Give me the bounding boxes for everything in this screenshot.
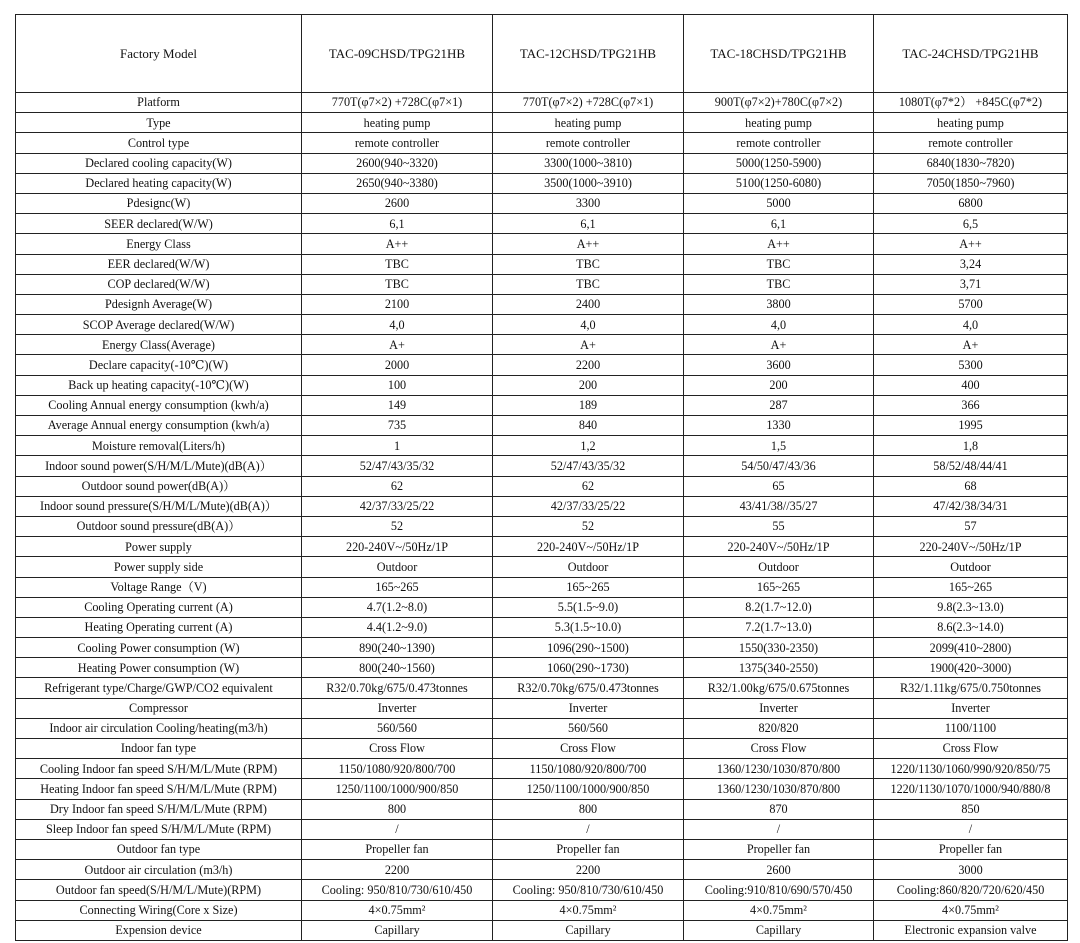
spec-row-label: Type bbox=[16, 113, 302, 133]
spec-value: 4.4(1.2~9.0) bbox=[302, 617, 493, 637]
spec-value: Inverter bbox=[302, 698, 493, 718]
spec-value: Propeller fan bbox=[302, 839, 493, 859]
spec-value: R32/0.70kg/675/0.473tonnes bbox=[493, 678, 684, 698]
spec-value: / bbox=[302, 819, 493, 839]
spec-value: 52/47/43/35/32 bbox=[302, 456, 493, 476]
spec-value: 800 bbox=[493, 799, 684, 819]
spec-row-label: Average Annual energy consumption (kwh/a) bbox=[16, 416, 302, 436]
spec-row-label: Outdoor fan speed(S/H/M/L/Mute)(RPM) bbox=[16, 880, 302, 900]
spec-value: Inverter bbox=[684, 698, 874, 718]
model-name: TAC-18CHSD/TPG21HB bbox=[684, 15, 874, 93]
spec-value: 2200 bbox=[493, 355, 684, 375]
spec-value: 4,0 bbox=[493, 315, 684, 335]
spec-row bbox=[16, 254, 1068, 274]
spec-value: 1,2 bbox=[493, 436, 684, 456]
spec-value: / bbox=[684, 819, 874, 839]
spec-value: 400 bbox=[874, 375, 1068, 395]
spec-row bbox=[16, 759, 1068, 779]
spec-value: 62 bbox=[493, 476, 684, 496]
spec-row bbox=[16, 860, 1068, 880]
spec-value: 42/37/33/25/22 bbox=[493, 496, 684, 516]
spec-value: 1150/1080/920/800/700 bbox=[302, 759, 493, 779]
spec-value: 7.2(1.7~13.0) bbox=[684, 617, 874, 637]
spec-value: R32/0.70kg/675/0.473tonnes bbox=[302, 678, 493, 698]
spec-row-label: Indoor sound pressure(S/H/M/L/Mute)(dB(A)） bbox=[16, 496, 302, 516]
spec-value: 6,1 bbox=[684, 214, 874, 234]
spec-row-label: Back up heating capacity(-10℃)(W) bbox=[16, 375, 302, 395]
spec-value: 8.2(1.7~12.0) bbox=[684, 597, 874, 617]
spec-row-label: Declared heating capacity(W) bbox=[16, 173, 302, 193]
spec-value: 2400 bbox=[493, 294, 684, 314]
spec-row bbox=[16, 739, 1068, 759]
spec-row bbox=[16, 214, 1068, 234]
spec-value: 287 bbox=[684, 395, 874, 415]
spec-value: 165~265 bbox=[874, 577, 1068, 597]
spec-row bbox=[16, 698, 1068, 718]
spec-value: A++ bbox=[684, 234, 874, 254]
spec-row bbox=[16, 456, 1068, 476]
spec-value: 43/41/38//35/27 bbox=[684, 496, 874, 516]
spec-value: 870 bbox=[684, 799, 874, 819]
spec-row bbox=[16, 355, 1068, 375]
spec-value: 2200 bbox=[302, 860, 493, 880]
spec-value: 6,1 bbox=[493, 214, 684, 234]
spec-value: Outdoor bbox=[302, 557, 493, 577]
spec-value: 1060(290~1730) bbox=[493, 658, 684, 678]
spec-value: remote controller bbox=[684, 133, 874, 153]
spec-row-label: Indoor sound power(S/H/M/L/Mute)(dB(A)） bbox=[16, 456, 302, 476]
spec-value: 57 bbox=[874, 516, 1068, 536]
spec-value: 6,5 bbox=[874, 214, 1068, 234]
spec-row-label: Refrigerant type/Charge/GWP/CO2 equivalent bbox=[16, 678, 302, 698]
spec-value: 3,71 bbox=[874, 274, 1068, 294]
spec-value: 4.7(1.2~8.0) bbox=[302, 597, 493, 617]
spec-row-label: Power supply side bbox=[16, 557, 302, 577]
spec-row-label: Cooling Power consumption (W) bbox=[16, 638, 302, 658]
spec-value: 5700 bbox=[874, 294, 1068, 314]
spec-value: 840 bbox=[493, 416, 684, 436]
spec-value: TBC bbox=[684, 274, 874, 294]
spec-value: 4×0.75mm² bbox=[302, 900, 493, 920]
header-label: Factory Model bbox=[16, 15, 302, 93]
spec-row bbox=[16, 496, 1068, 516]
model-name: TAC-24CHSD/TPG21HB bbox=[874, 15, 1068, 93]
spec-value: R32/1.00kg/675/0.675tonnes bbox=[684, 678, 874, 698]
spec-value: 890(240~1390) bbox=[302, 638, 493, 658]
spec-value: 366 bbox=[874, 395, 1068, 415]
spec-row-label: SCOP Average declared(W/W) bbox=[16, 315, 302, 335]
spec-value: 189 bbox=[493, 395, 684, 415]
spec-row bbox=[16, 658, 1068, 678]
spec-value: 1360/1230/1030/870/800 bbox=[684, 779, 874, 799]
spec-table bbox=[15, 14, 1068, 941]
spec-row-label: EER declared(W/W) bbox=[16, 254, 302, 274]
spec-row bbox=[16, 799, 1068, 819]
spec-row-label: COP declared(W/W) bbox=[16, 274, 302, 294]
spec-row-label: Pdesignh Average(W) bbox=[16, 294, 302, 314]
spec-row-label: Control type bbox=[16, 133, 302, 153]
spec-value: 5300 bbox=[874, 355, 1068, 375]
spec-value: 1220/1130/1070/1000/940/880/8 bbox=[874, 779, 1068, 799]
spec-row bbox=[16, 577, 1068, 597]
spec-value: 65 bbox=[684, 476, 874, 496]
spec-value: 1 bbox=[302, 436, 493, 456]
spec-row-label: Cooling Annual energy consumption (kwh/a) bbox=[16, 395, 302, 415]
spec-value: 3800 bbox=[684, 294, 874, 314]
spec-row bbox=[16, 335, 1068, 355]
spec-value: 3600 bbox=[684, 355, 874, 375]
spec-value: 8.6(2.3~14.0) bbox=[874, 617, 1068, 637]
spec-value: A+ bbox=[493, 335, 684, 355]
spec-value: Cross Flow bbox=[302, 739, 493, 759]
spec-value: 52 bbox=[493, 516, 684, 536]
spec-row bbox=[16, 375, 1068, 395]
spec-row bbox=[16, 193, 1068, 213]
spec-value: 1220/1130/1060/990/920/850/75 bbox=[874, 759, 1068, 779]
spec-value: 5000(1250-5900) bbox=[684, 153, 874, 173]
spec-row bbox=[16, 537, 1068, 557]
spec-value: A+ bbox=[684, 335, 874, 355]
spec-value: 800 bbox=[302, 799, 493, 819]
spec-value: 220-240V~/50Hz/1P bbox=[684, 537, 874, 557]
spec-value: Cross Flow bbox=[684, 739, 874, 759]
model-name: TAC-09CHSD/TPG21HB bbox=[302, 15, 493, 93]
spec-row-label: Voltage Range（V) bbox=[16, 577, 302, 597]
spec-value: 165~265 bbox=[684, 577, 874, 597]
spec-row bbox=[16, 920, 1068, 940]
spec-table-body bbox=[16, 15, 1068, 941]
spec-row-label: Energy Class bbox=[16, 234, 302, 254]
spec-value: 149 bbox=[302, 395, 493, 415]
spec-value: 1360/1230/1030/870/800 bbox=[684, 759, 874, 779]
spec-row-label: Cooling Indoor fan speed S/H/M/L/Mute (RPM) bbox=[16, 759, 302, 779]
spec-value: Cross Flow bbox=[493, 739, 684, 759]
spec-value: 900T(φ7×2)+780C(φ7×2) bbox=[684, 93, 874, 113]
spec-value: 560/560 bbox=[302, 718, 493, 738]
spec-row bbox=[16, 678, 1068, 698]
spec-row bbox=[16, 113, 1068, 133]
spec-value: 2650(940~3380) bbox=[302, 173, 493, 193]
spec-row bbox=[16, 395, 1068, 415]
spec-value: 2600 bbox=[302, 193, 493, 213]
spec-value: TBC bbox=[302, 274, 493, 294]
spec-value: 200 bbox=[493, 375, 684, 395]
spec-row bbox=[16, 638, 1068, 658]
spec-value: 1100/1100 bbox=[874, 718, 1068, 738]
spec-value: Capillary bbox=[493, 920, 684, 940]
spec-row-label: Power supply bbox=[16, 537, 302, 557]
spec-value: 5100(1250-6080) bbox=[684, 173, 874, 193]
spec-value: TBC bbox=[684, 254, 874, 274]
spec-value: 3500(1000~3910) bbox=[493, 173, 684, 193]
spec-value: Inverter bbox=[874, 698, 1068, 718]
spec-row bbox=[16, 133, 1068, 153]
spec-row bbox=[16, 557, 1068, 577]
spec-value: Outdoor bbox=[493, 557, 684, 577]
spec-row-label: Compressor bbox=[16, 698, 302, 718]
spec-row-label: Dry Indoor fan speed S/H/M/L/Mute (RPM) bbox=[16, 799, 302, 819]
spec-value: 850 bbox=[874, 799, 1068, 819]
spec-value: 220-240V~/50Hz/1P bbox=[302, 537, 493, 557]
spec-value: 220-240V~/50Hz/1P bbox=[493, 537, 684, 557]
spec-value: 1096(290~1500) bbox=[493, 638, 684, 658]
spec-value: 1080T(φ7*2） +845C(φ7*2) bbox=[874, 93, 1068, 113]
spec-row bbox=[16, 234, 1068, 254]
spec-row-label: Heating Indoor fan speed S/H/M/L/Mute (RPM) bbox=[16, 779, 302, 799]
spec-row-label: Indoor fan type bbox=[16, 739, 302, 759]
spec-row bbox=[16, 294, 1068, 314]
spec-value: 3300 bbox=[493, 193, 684, 213]
spec-value: 58/52/48/44/41 bbox=[874, 456, 1068, 476]
spec-value: 100 bbox=[302, 375, 493, 395]
spec-value: 200 bbox=[684, 375, 874, 395]
spec-value: 3,24 bbox=[874, 254, 1068, 274]
spec-value: 9.8(2.3~13.0) bbox=[874, 597, 1068, 617]
spec-value: Electronic expansion valve bbox=[874, 920, 1068, 940]
spec-value: remote controller bbox=[874, 133, 1068, 153]
spec-value: 3300(1000~3810) bbox=[493, 153, 684, 173]
spec-value: Propeller fan bbox=[684, 839, 874, 859]
spec-value: A++ bbox=[874, 234, 1068, 254]
spec-value: 6800 bbox=[874, 193, 1068, 213]
spec-value: TBC bbox=[493, 274, 684, 294]
spec-value: 165~265 bbox=[493, 577, 684, 597]
spec-value: 560/560 bbox=[493, 718, 684, 738]
spec-value: 5000 bbox=[684, 193, 874, 213]
spec-row bbox=[16, 617, 1068, 637]
spec-row-label: Indoor air circulation Cooling/heating(m3/h) bbox=[16, 718, 302, 738]
spec-row bbox=[16, 93, 1068, 113]
spec-value: 1,5 bbox=[684, 436, 874, 456]
spec-value: Propeller fan bbox=[874, 839, 1068, 859]
spec-value: / bbox=[493, 819, 684, 839]
spec-value: 4,0 bbox=[684, 315, 874, 335]
spec-value: 62 bbox=[302, 476, 493, 496]
spec-value: heating pump bbox=[493, 113, 684, 133]
spec-value: 4,0 bbox=[874, 315, 1068, 335]
spec-value: Capillary bbox=[302, 920, 493, 940]
spec-row bbox=[16, 819, 1068, 839]
spec-value: 68 bbox=[874, 476, 1068, 496]
spec-value: 52 bbox=[302, 516, 493, 536]
spec-value: / bbox=[874, 819, 1068, 839]
spec-row bbox=[16, 476, 1068, 496]
spec-value: remote controller bbox=[302, 133, 493, 153]
spec-value: 2200 bbox=[493, 860, 684, 880]
spec-row bbox=[16, 274, 1068, 294]
spec-value: 1330 bbox=[684, 416, 874, 436]
spec-row bbox=[16, 880, 1068, 900]
spec-value: Cooling: 950/810/730/610/450 bbox=[302, 880, 493, 900]
spec-value: Outdoor bbox=[684, 557, 874, 577]
spec-row-label: SEER declared(W/W) bbox=[16, 214, 302, 234]
spec-value: TBC bbox=[493, 254, 684, 274]
spec-value: 4,0 bbox=[302, 315, 493, 335]
spec-value: 2100 bbox=[302, 294, 493, 314]
spec-value: TBC bbox=[302, 254, 493, 274]
spec-row-label: Declared cooling capacity(W) bbox=[16, 153, 302, 173]
spec-row bbox=[16, 718, 1068, 738]
spec-value: 47/42/38/34/31 bbox=[874, 496, 1068, 516]
spec-value: Cooling:860/820/720/620/450 bbox=[874, 880, 1068, 900]
spec-value: 6840(1830~7820) bbox=[874, 153, 1068, 173]
spec-value: R32/1.11kg/675/0.750tonnes bbox=[874, 678, 1068, 698]
spec-value: 4×0.75mm² bbox=[684, 900, 874, 920]
spec-value: Cooling: 950/810/730/610/450 bbox=[493, 880, 684, 900]
spec-row-label: Heating Power consumption (W) bbox=[16, 658, 302, 678]
spec-value: Cooling:910/810/690/570/450 bbox=[684, 880, 874, 900]
spec-value: 1375(340-2550) bbox=[684, 658, 874, 678]
spec-value: 4×0.75mm² bbox=[493, 900, 684, 920]
spec-row-label: Cooling Operating current (A) bbox=[16, 597, 302, 617]
spec-value: heating pump bbox=[684, 113, 874, 133]
spec-value: Inverter bbox=[493, 698, 684, 718]
spec-value: 800(240~1560) bbox=[302, 658, 493, 678]
spec-value: Capillary bbox=[684, 920, 874, 940]
spec-row bbox=[16, 153, 1068, 173]
spec-row-label: Outdoor fan type bbox=[16, 839, 302, 859]
spec-row-label: Outdoor sound power(dB(A)） bbox=[16, 476, 302, 496]
spec-row bbox=[16, 839, 1068, 859]
spec-row-label: Outdoor sound pressure(dB(A)） bbox=[16, 516, 302, 536]
spec-row bbox=[16, 516, 1068, 536]
spec-value: A+ bbox=[302, 335, 493, 355]
spec-row bbox=[16, 436, 1068, 456]
spec-row-label: Outdoor air circulation (m3/h) bbox=[16, 860, 302, 880]
spec-value: 1250/1100/1000/900/850 bbox=[493, 779, 684, 799]
spec-value: 2099(410~2800) bbox=[874, 638, 1068, 658]
spec-value: heating pump bbox=[302, 113, 493, 133]
spec-value: A++ bbox=[302, 234, 493, 254]
spec-value: 4×0.75mm² bbox=[874, 900, 1068, 920]
spec-row-label: Declare capacity(-10℃)(W) bbox=[16, 355, 302, 375]
spec-value: 42/37/33/25/22 bbox=[302, 496, 493, 516]
model-name: TAC-12CHSD/TPG21HB bbox=[493, 15, 684, 93]
spec-value: 1150/1080/920/800/700 bbox=[493, 759, 684, 779]
spec-value: 2600(940~3320) bbox=[302, 153, 493, 173]
spec-row-label: Moisture removal(Liters/h) bbox=[16, 436, 302, 456]
spec-value: 52/47/43/35/32 bbox=[493, 456, 684, 476]
spec-value: 770T(φ7×2) +728C(φ7×1) bbox=[302, 93, 493, 113]
spec-row bbox=[16, 416, 1068, 436]
spec-row-label: Pdesignc(W) bbox=[16, 193, 302, 213]
spec-row-label: Connecting Wiring(Core x Size) bbox=[16, 900, 302, 920]
spec-row-label: Expension device bbox=[16, 920, 302, 940]
spec-value: A++ bbox=[493, 234, 684, 254]
spec-value: 5.3(1.5~10.0) bbox=[493, 617, 684, 637]
spec-row-label: Energy Class(Average) bbox=[16, 335, 302, 355]
spec-value: heating pump bbox=[874, 113, 1068, 133]
spec-row bbox=[16, 900, 1068, 920]
spec-value: remote controller bbox=[493, 133, 684, 153]
spec-value: Outdoor bbox=[874, 557, 1068, 577]
spec-value: 6,1 bbox=[302, 214, 493, 234]
spec-value: 165~265 bbox=[302, 577, 493, 597]
spec-value: Cross Flow bbox=[874, 739, 1068, 759]
spec-value: A+ bbox=[874, 335, 1068, 355]
spec-value: Propeller fan bbox=[493, 839, 684, 859]
spec-row bbox=[16, 315, 1068, 335]
spec-value: 1,8 bbox=[874, 436, 1068, 456]
spec-row bbox=[16, 173, 1068, 193]
spec-value: 1900(420~3000) bbox=[874, 658, 1068, 678]
spec-value: 7050(1850~7960) bbox=[874, 173, 1068, 193]
spec-value: 820/820 bbox=[684, 718, 874, 738]
spec-value: 2600 bbox=[684, 860, 874, 880]
spec-row bbox=[16, 779, 1068, 799]
spec-value: 1550(330-2350) bbox=[684, 638, 874, 658]
spec-value: 1995 bbox=[874, 416, 1068, 436]
spec-row bbox=[16, 597, 1068, 617]
spec-row-label: Sleep Indoor fan speed S/H/M/L/Mute (RPM) bbox=[16, 819, 302, 839]
spec-value: 220-240V~/50Hz/1P bbox=[874, 537, 1068, 557]
spec-value: 3000 bbox=[874, 860, 1068, 880]
spec-value: 770T(φ7×2) +728C(φ7×1) bbox=[493, 93, 684, 113]
spec-value: 54/50/47/43/36 bbox=[684, 456, 874, 476]
spec-value: 55 bbox=[684, 516, 874, 536]
spec-row-label: Heating Operating current (A) bbox=[16, 617, 302, 637]
header-row bbox=[16, 15, 1068, 93]
spec-row-label: Platform bbox=[16, 93, 302, 113]
spec-value: 1250/1100/1000/900/850 bbox=[302, 779, 493, 799]
spec-value: 2000 bbox=[302, 355, 493, 375]
spec-value: 5.5(1.5~9.0) bbox=[493, 597, 684, 617]
spec-value: 735 bbox=[302, 416, 493, 436]
